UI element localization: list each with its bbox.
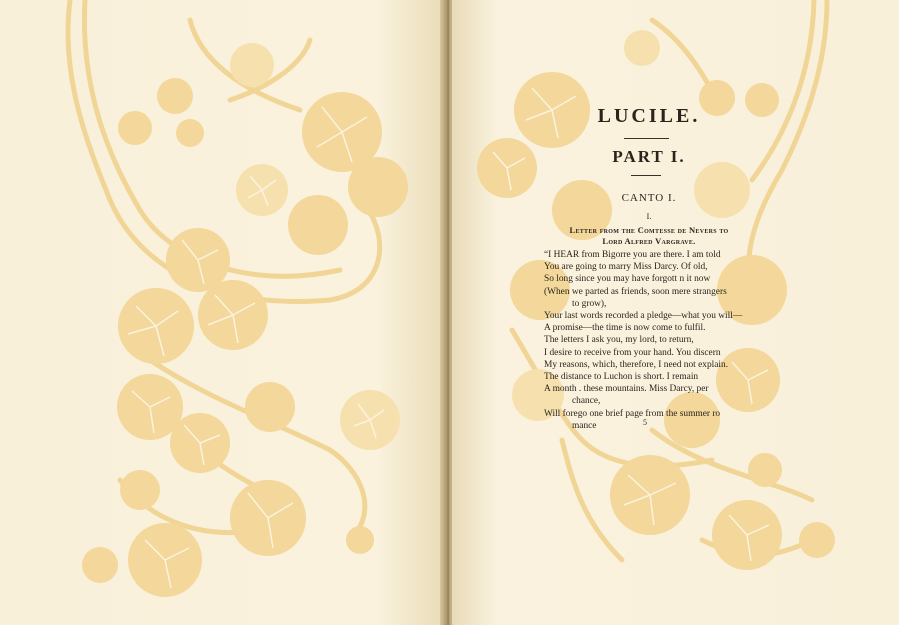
poem-body bbox=[544, 249, 759, 432]
part-heading: PART I. bbox=[612, 147, 686, 166]
poem-line: A month . these mountains. Miss Darcy, per bbox=[544, 384, 709, 395]
left-page bbox=[0, 0, 444, 625]
poem-line: (When we parted as friends, soon mere strangers bbox=[544, 286, 727, 297]
title-rule bbox=[624, 138, 669, 139]
poem-line: Your last words recorded a pledge—what you will— bbox=[544, 311, 743, 322]
letter-heading-line-1: Letter from the Comtesse de Nevers to bbox=[569, 225, 729, 235]
page-number: 5 bbox=[643, 418, 647, 427]
poem-line: So long since you may have forgott n it now bbox=[544, 274, 711, 285]
poem-line: I desire to receive from your hand. You discern bbox=[544, 347, 721, 358]
poem-line: mance bbox=[572, 420, 597, 431]
poem-line: A promise—the time is now come to fulfil. bbox=[544, 323, 706, 334]
letter-heading-line-2: Lord Alfred Vargrave. bbox=[602, 236, 696, 246]
section-number: I. bbox=[646, 212, 652, 221]
poem-line: “I HEAR from Bigorre you are there. I am told bbox=[544, 250, 721, 260]
poem-line: The distance to Luchon is short. I remain bbox=[544, 372, 699, 383]
poem-line: My reasons, which, therefore, I need not explain. bbox=[544, 359, 729, 370]
poem-line: The letters I ask you, my lord, to return, bbox=[544, 335, 694, 346]
book-title: LUCILE. bbox=[597, 105, 701, 127]
letter-heading bbox=[544, 225, 754, 247]
poem-line: You are going to marry Miss Darcy. Of old, bbox=[544, 262, 708, 273]
poem-line: chance, bbox=[572, 396, 601, 407]
part-rule bbox=[631, 175, 661, 176]
left-page-floral-illustration bbox=[0, 0, 444, 625]
canto-heading: CANTO I. bbox=[621, 192, 677, 204]
poem-line: Will forego one brief page from the summer ro bbox=[544, 408, 721, 419]
poem-line: to grow), bbox=[572, 298, 607, 309]
